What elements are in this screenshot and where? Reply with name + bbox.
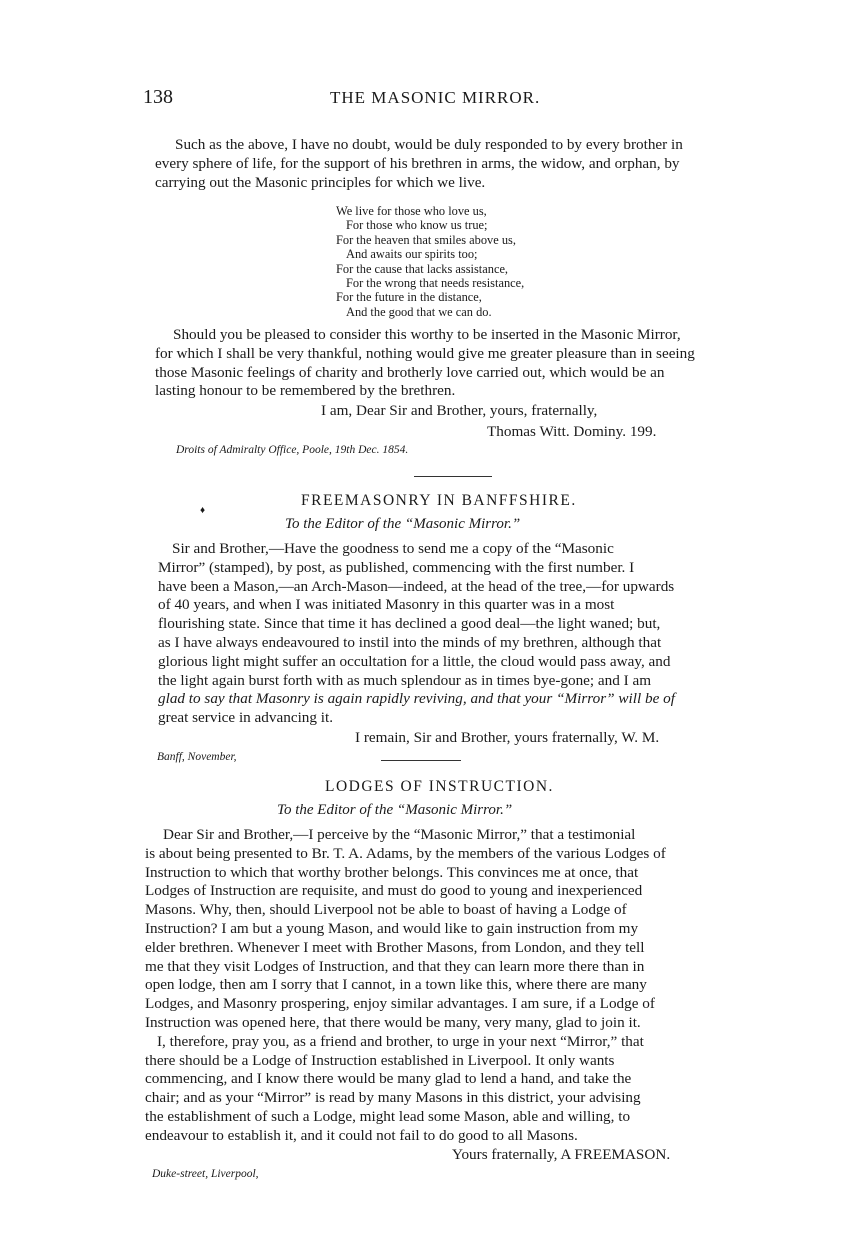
text-line: for which I shall be very thankful, nothing would give me greater pleasure than in seeing xyxy=(155,344,695,362)
text-line: Sir and Brother,—Have the goodness to send me a copy of the “Masonic xyxy=(172,540,614,557)
text-line: glorious light might suffer an occultation for a little, the cloud would pass away, and xyxy=(158,652,671,670)
poem-line: And awaits our spirits too; xyxy=(346,247,478,262)
text-line: Lodges of Instruction are requisite, and must do good to young and inexperienced xyxy=(145,882,643,900)
text-line: I, therefore, pray you, as a friend and brother, to urge in your next “Mirror,” that xyxy=(157,1032,644,1050)
poem-line: For those who know us true; xyxy=(346,218,488,233)
letter1-place: Droits of Admiralty Office, Poole, 19th Dec. 1854. xyxy=(176,444,409,456)
article2-body xyxy=(145,826,737,1146)
text-line: Dear Sir and Brother,—I perceive by the “Masonic Mirror,” that a testimonial xyxy=(163,826,636,843)
running-title: THE MASONIC MIRROR. xyxy=(330,88,541,107)
text-line: endeavour to establish it, and it could not fail to do good to all Masons. xyxy=(145,1126,578,1144)
text-line: Such as the above, I have no doubt, would be duly responded to by every brother in xyxy=(175,136,683,153)
intro-paragraph xyxy=(155,136,765,192)
text-line: commencing, and I know there would be many glad to lend a hand, and take the xyxy=(145,1070,632,1088)
text-line: there should be a Lodge of Instruction established in Liverpool. It only wants xyxy=(145,1051,615,1069)
section-divider xyxy=(381,760,461,761)
text-line: Mirror” (stamped), by post, as published, commencing with the first number. I xyxy=(158,558,635,576)
letter1-body xyxy=(155,326,767,401)
text-line: glad to say that Masonry is again rapidly reviving, and that your “Mirror” will be of xyxy=(158,690,675,708)
article1-subheading: To the Editor of the “Masonic Mirror.” xyxy=(285,516,521,532)
text-line: elder brethren. Whenever I meet with Brother Masons, from London, and they tell xyxy=(145,938,645,956)
letter1-closing: I am, Dear Sir and Brother, yours, fraternally, xyxy=(321,402,598,419)
article2-closing: Yours fraternally, A FREEMASON. xyxy=(452,1146,671,1163)
poem xyxy=(336,204,524,319)
letter1-signature: Thomas Witt. Dominy. 199. xyxy=(487,423,657,440)
text-line: every sphere of life, for the support of his brethren in arms, the widow, and orphan, by xyxy=(155,154,680,172)
text-line: carrying out the Masonic principles for which we live. xyxy=(155,173,486,191)
text-line: Instruction to which that worthy brother belongs. This convinces me at once, that xyxy=(145,863,639,881)
text-line: of 40 years, and when I was initiated Masonry in this quarter was in a most xyxy=(158,596,615,614)
page-number: 138 xyxy=(143,86,173,108)
text-line: me that they visit Lodges of Instruction, and that they can learn more there than in xyxy=(145,957,645,975)
article1-place: Banff, November, xyxy=(157,751,237,763)
text-line: Instruction was opened here, that there would be many, very many, glad to join it. xyxy=(145,1013,641,1031)
article1-closing: I remain, Sir and Brother, yours fraternally, W. M. xyxy=(355,729,660,746)
text-line: Instruction? I am but a young Mason, and would like to gain instruction from my xyxy=(145,919,639,937)
text-line: Masons. Why, then, should Liverpool not be able to boast of having a Lodge of xyxy=(145,901,627,919)
text-line: is about being presented to Br. T. A. Adams, by the members of the various Lodges of xyxy=(145,844,666,862)
poem-line: For the wrong that needs resistance, xyxy=(346,276,525,291)
text-line: chair; and as your “Mirror” is read by many Masons in this district, your advising xyxy=(145,1089,641,1107)
section-divider xyxy=(414,476,492,477)
text-line: flourishing state. Since that time it has declined a good deal—the light waned; but, xyxy=(158,615,661,633)
article1-body xyxy=(158,540,738,728)
text-line: Should you be pleased to consider this worthy to be inserted in the Masonic Mirror, xyxy=(173,326,681,343)
poem-line: For the future in the distance, xyxy=(336,290,482,305)
text-line: have been a Mason,—an Arch-Mason—indeed, at the head of the tree,—for upwards xyxy=(158,577,675,595)
poem-line: For the cause that lacks assistance, xyxy=(336,261,509,276)
poem-line: For the heaven that smiles above us, xyxy=(336,232,516,247)
article2-heading: LODGES OF INSTRUCTION. xyxy=(325,778,554,795)
ink-mark: ♦ xyxy=(200,505,206,516)
article1-heading: FREEMASONRY IN BANFFSHIRE. xyxy=(301,492,577,509)
text-line: the light again burst forth with as much splendour as in times bye-gone; and I am xyxy=(158,671,652,689)
poem-line: We live for those who love us, xyxy=(336,204,487,218)
text-line: the establishment of such a Lodge, might lead some Mason, able and willing, to xyxy=(145,1107,631,1125)
poem-line: And the good that we can do. xyxy=(346,304,492,319)
text-line: those Masonic feelings of charity and brotherly love carried out, which would be an xyxy=(155,363,665,381)
text-line: open lodge, then am I sorry that I cannot, in a town like this, where there are many xyxy=(145,976,647,994)
article2-subheading: To the Editor of the “Masonic Mirror.” xyxy=(277,802,513,818)
text-line: Lodges, and Masonry prospering, enjoy similar advantages. I am sure, if a Lodge of xyxy=(145,995,655,1013)
text-line: as I have always endeavoured to instil into the minds of my brethren, although that xyxy=(158,633,662,651)
text-line: great service in advancing it. xyxy=(158,709,334,727)
text-line: lasting honour to be remembered by the brethren. xyxy=(155,382,456,400)
article2-place: Duke-street, Liverpool, xyxy=(152,1168,259,1180)
